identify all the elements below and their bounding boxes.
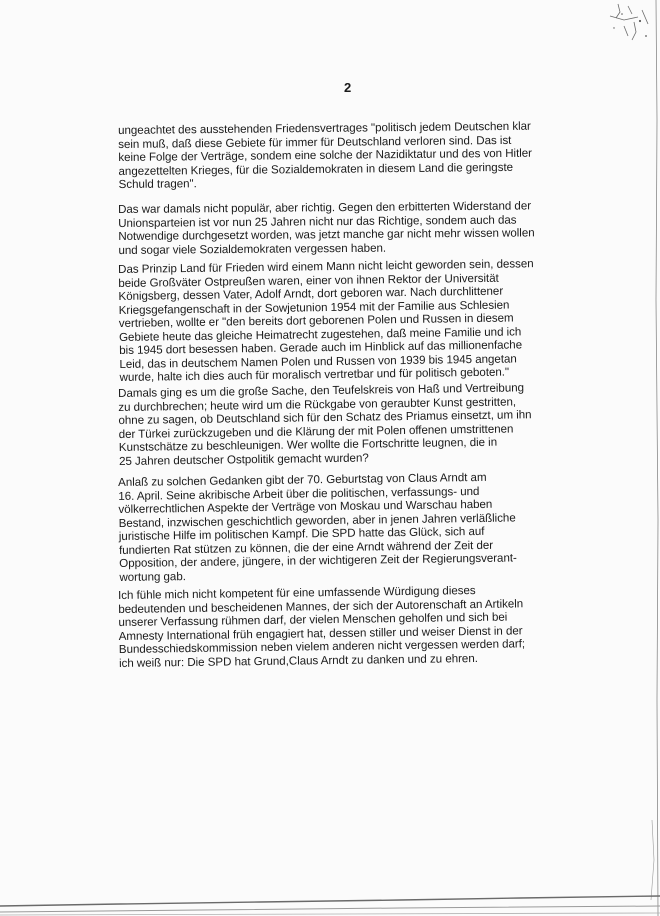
text-line: ohne zu sagen, ob Deutschland sich für den Schatz des Priamus einsetzt, um ihn (118, 408, 532, 427)
text-line: Damals ging es um die große Sache, den Teufelskreis von Haß und Vertreibung (118, 381, 525, 400)
text-line: fundierten Rat stützen zu können, die der eine Arndt während der Zeit der (118, 538, 494, 557)
text-line: Notwendige durchgesetzt worden, was jetzt manche gar nicht mehr wissen wollen (118, 226, 535, 243)
text-line: 16. April. Seine akribische Arbeit über die politischen, verfassungs- und (118, 484, 480, 503)
text-line: zu durchbrechen; heute wird um die Rückgabe von geraubter Kunst gestritten, (118, 394, 517, 414)
paragraph-5 (118, 470, 564, 584)
text-line: wortung gab. (119, 569, 186, 584)
text-line: Amnesty International früh engagiert hat, dessen stiller und weiser Dienst in der (118, 623, 523, 643)
scan-edge-bottom (0, 882, 660, 916)
text-line: wurde, halte ich dies auch für moralisch vertretbar und für politisch geboten." (119, 365, 510, 384)
text-line: der Türkei zurückzugeben und die Klärung der mit Polen offenen umstrittenen (118, 421, 514, 441)
paragraph-6 (118, 583, 564, 670)
text-line: Gebiete heute das gleiche Heimatrecht zugestehen, daß meine Familie und ich (118, 324, 522, 344)
text-line: juristische Hilfe im politischen Kampf. Die SPD hatte das Glück, sich auf (118, 524, 485, 543)
text-line: und sogar viele Sozialdemokraten vergessen haben. (118, 241, 387, 257)
text-line: bedeutenden und bescheidenen Mannes, der sich der Autorenschaft an Artikeln (118, 596, 524, 616)
text-line: beide Großväter Ostpreußen waren, einer von ihnen Rektor der Universität (118, 271, 499, 290)
text-line: Kriegsgefangenschaft in der Sowjetunion 1954 mit der Familie aus Schlesien (118, 298, 510, 317)
paragraph-4 (118, 381, 564, 468)
text-line: bis 1945 dort besessen haben. Gerade auch im Hinblick auf das millionenfache (119, 338, 523, 357)
text-line: sein muß, daß diese Gebiete für immer für Deutschland verloren sind. Das ist (118, 133, 512, 151)
paragraph-2 (118, 199, 563, 257)
scan-edge-right (648, 0, 660, 916)
text-line: Schuld tragen". (118, 177, 197, 191)
text-line: unserer Verfassung rühmen darf, der vielen Menschen geholfen und sich bei (118, 610, 508, 629)
text-line: Bundesschiedskommission neben vielem anderen nicht vergessen werden darf; (118, 637, 526, 656)
text-line: Kunstschätze zu beschleunigen. Wer wollte die Fortschritte leugnen, die in (118, 435, 498, 454)
text-line: 25 Jahren deutscher Ostpolitik gemacht wurden? (118, 451, 369, 468)
text-line: Das war damals nicht populär, aber richtig. Gegen den erbitterten Widerstand der (118, 199, 532, 216)
text-line: Unionsparteien ist vor nun 25 Jahren nicht nur das Richtige, sondem auch das (118, 213, 517, 230)
text-line: Opposition, der andere, jüngere, in der wichtigeren Zeit der Regierungsverant- (119, 551, 517, 570)
text-line: Ich fühle mich nicht kompetent für eine umfassende Würdigung dieses (118, 584, 476, 602)
text-line: ich weiß nur: Die SPD hat Grund,Claus Arndt zu danken und zu ehren. (118, 651, 478, 670)
text-line: Königsberg, dessen Vater, Adolf Arndt, dort geboren war. Nach durchlittener (118, 284, 504, 303)
paragraph-1 (118, 119, 564, 191)
page-number: 2 (344, 80, 352, 95)
text-line: keine Folge der Verträge, sondem eine solche der Nazidiktatur und des von Hitler (118, 146, 533, 164)
text-line: Anlaß zu solchen Gedanken gibt der 70. Geburtstag von Claus Arndt am (118, 470, 487, 489)
paragraph-3 (118, 257, 565, 385)
text-line: ungeachtet des ausstehenden Friedensvertrages "politisch jedem Deutschen klar (118, 119, 531, 137)
text-line: völkerrechtlichen Aspekte der Verträge von Moskau und Warschau haben (118, 497, 493, 516)
text-line: Das Prinzip Land für Frieden wird einem Mann nicht leicht geworden sein, dessen (118, 257, 534, 276)
text-line: Leid, das in deutschem Namen Polen und Russen von 1939 bis 1945 angetan (119, 351, 517, 371)
text-line: vertrieben, wollte er "den bereits dort geborenen Polen und Russen in diesem (118, 311, 514, 330)
text-line: Bestand, inzwischen geschichtlich geworden, aber in jenen Jahren verläßliche (118, 510, 516, 530)
text-line: angezettelten Krieges, für die Sozialdemokraten in diesem Land die geringste (118, 160, 514, 178)
